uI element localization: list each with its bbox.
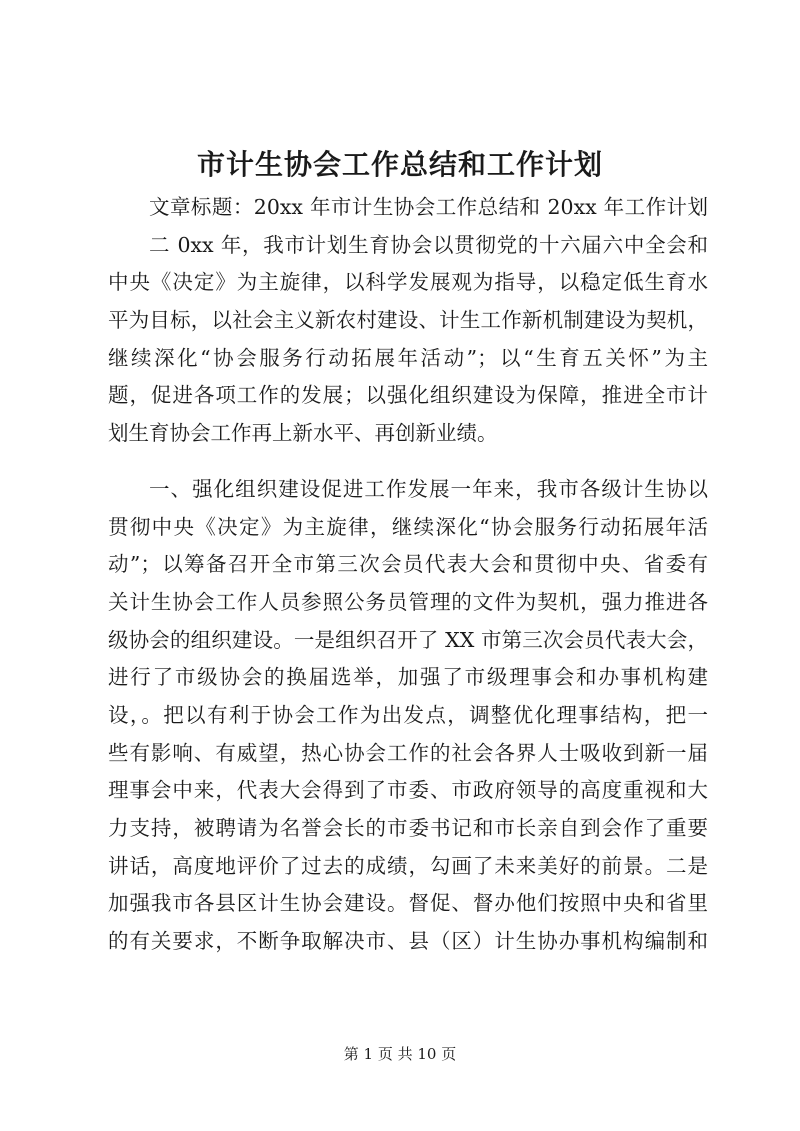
paragraph-line: 平为目标，以社会主义新农村建设、计生工作新机制建设为契机， xyxy=(108,308,708,332)
paragraph-line: 进行了市级协会的换届选举，加强了市级理事会和办事机构建 xyxy=(108,665,708,689)
paragraph-line: 中央《决定》为主旋律，以科学发展观为指导，以稳定低生育水 xyxy=(108,270,708,294)
document-title: 市计生协会工作总结和工作计划 xyxy=(196,148,603,181)
paragraph-line: 的有关要求，不断争取解决市、县（区）计生协办事机构编制和 xyxy=(108,929,708,953)
paragraph-line: 贯彻中央《决定》为主旋律，继续深化“协会服务行动拓展年活 xyxy=(108,515,708,539)
paragraph-line: 继续深化“协会服务行动拓展年活动”；以“生育五关怀”为主 xyxy=(108,346,708,370)
paragraph-line: 划生育协会工作再上新水平、再创新业绩。 xyxy=(108,421,498,445)
article-title-line: 文章标题：20xx 年市计生协会工作总结和 20xx 年工作计划 xyxy=(149,195,708,219)
paragraph-line: 题，促进各项工作的发展；以强化组织建设为保障，推进全市计 xyxy=(108,383,708,407)
paragraph-line: 加强我市各县区计生协会建设。督促、督办他们按照中央和省里 xyxy=(108,891,708,915)
paragraph-line: 些有影响、有威望，热心协会工作的社会各界人士吸收到新一届 xyxy=(108,741,708,765)
paragraph-line: 讲话，高度地评价了过去的成绩，勾画了未来美好的前景。二是 xyxy=(108,854,708,878)
paragraph-line: 关计生协会工作人员参照公务员管理的文件为契机，强力推进各 xyxy=(108,590,708,614)
paragraph-line: 设，。把以有利于协会工作为出发点，调整优化理事结构，把一 xyxy=(108,703,708,727)
paragraph-line: 理事会中来，代表大会得到了市委、市政府领导的高度重视和大 xyxy=(108,778,708,802)
page-number-footer: 第 1 页 共 10 页 xyxy=(343,1045,457,1063)
paragraph-line: 动”；以筹备召开全市第三次会员代表大会和贯彻中央、省委有 xyxy=(108,552,708,576)
paragraph-line: 级协会的组织建设。一是组织召开了 XX 市第三次会员代表大会， xyxy=(108,628,708,652)
paragraph-line: 二 0xx 年，我市计划生育协会以贯彻党的十六届六中全会和 xyxy=(149,233,708,257)
paragraph-line: 力支持，被聘请为名誉会长的市委书记和市长亲自到会作了重要 xyxy=(108,816,708,840)
paragraph-line: 一、强化组织建设促进工作发展一年来，我市各级计生协以 xyxy=(149,477,708,501)
